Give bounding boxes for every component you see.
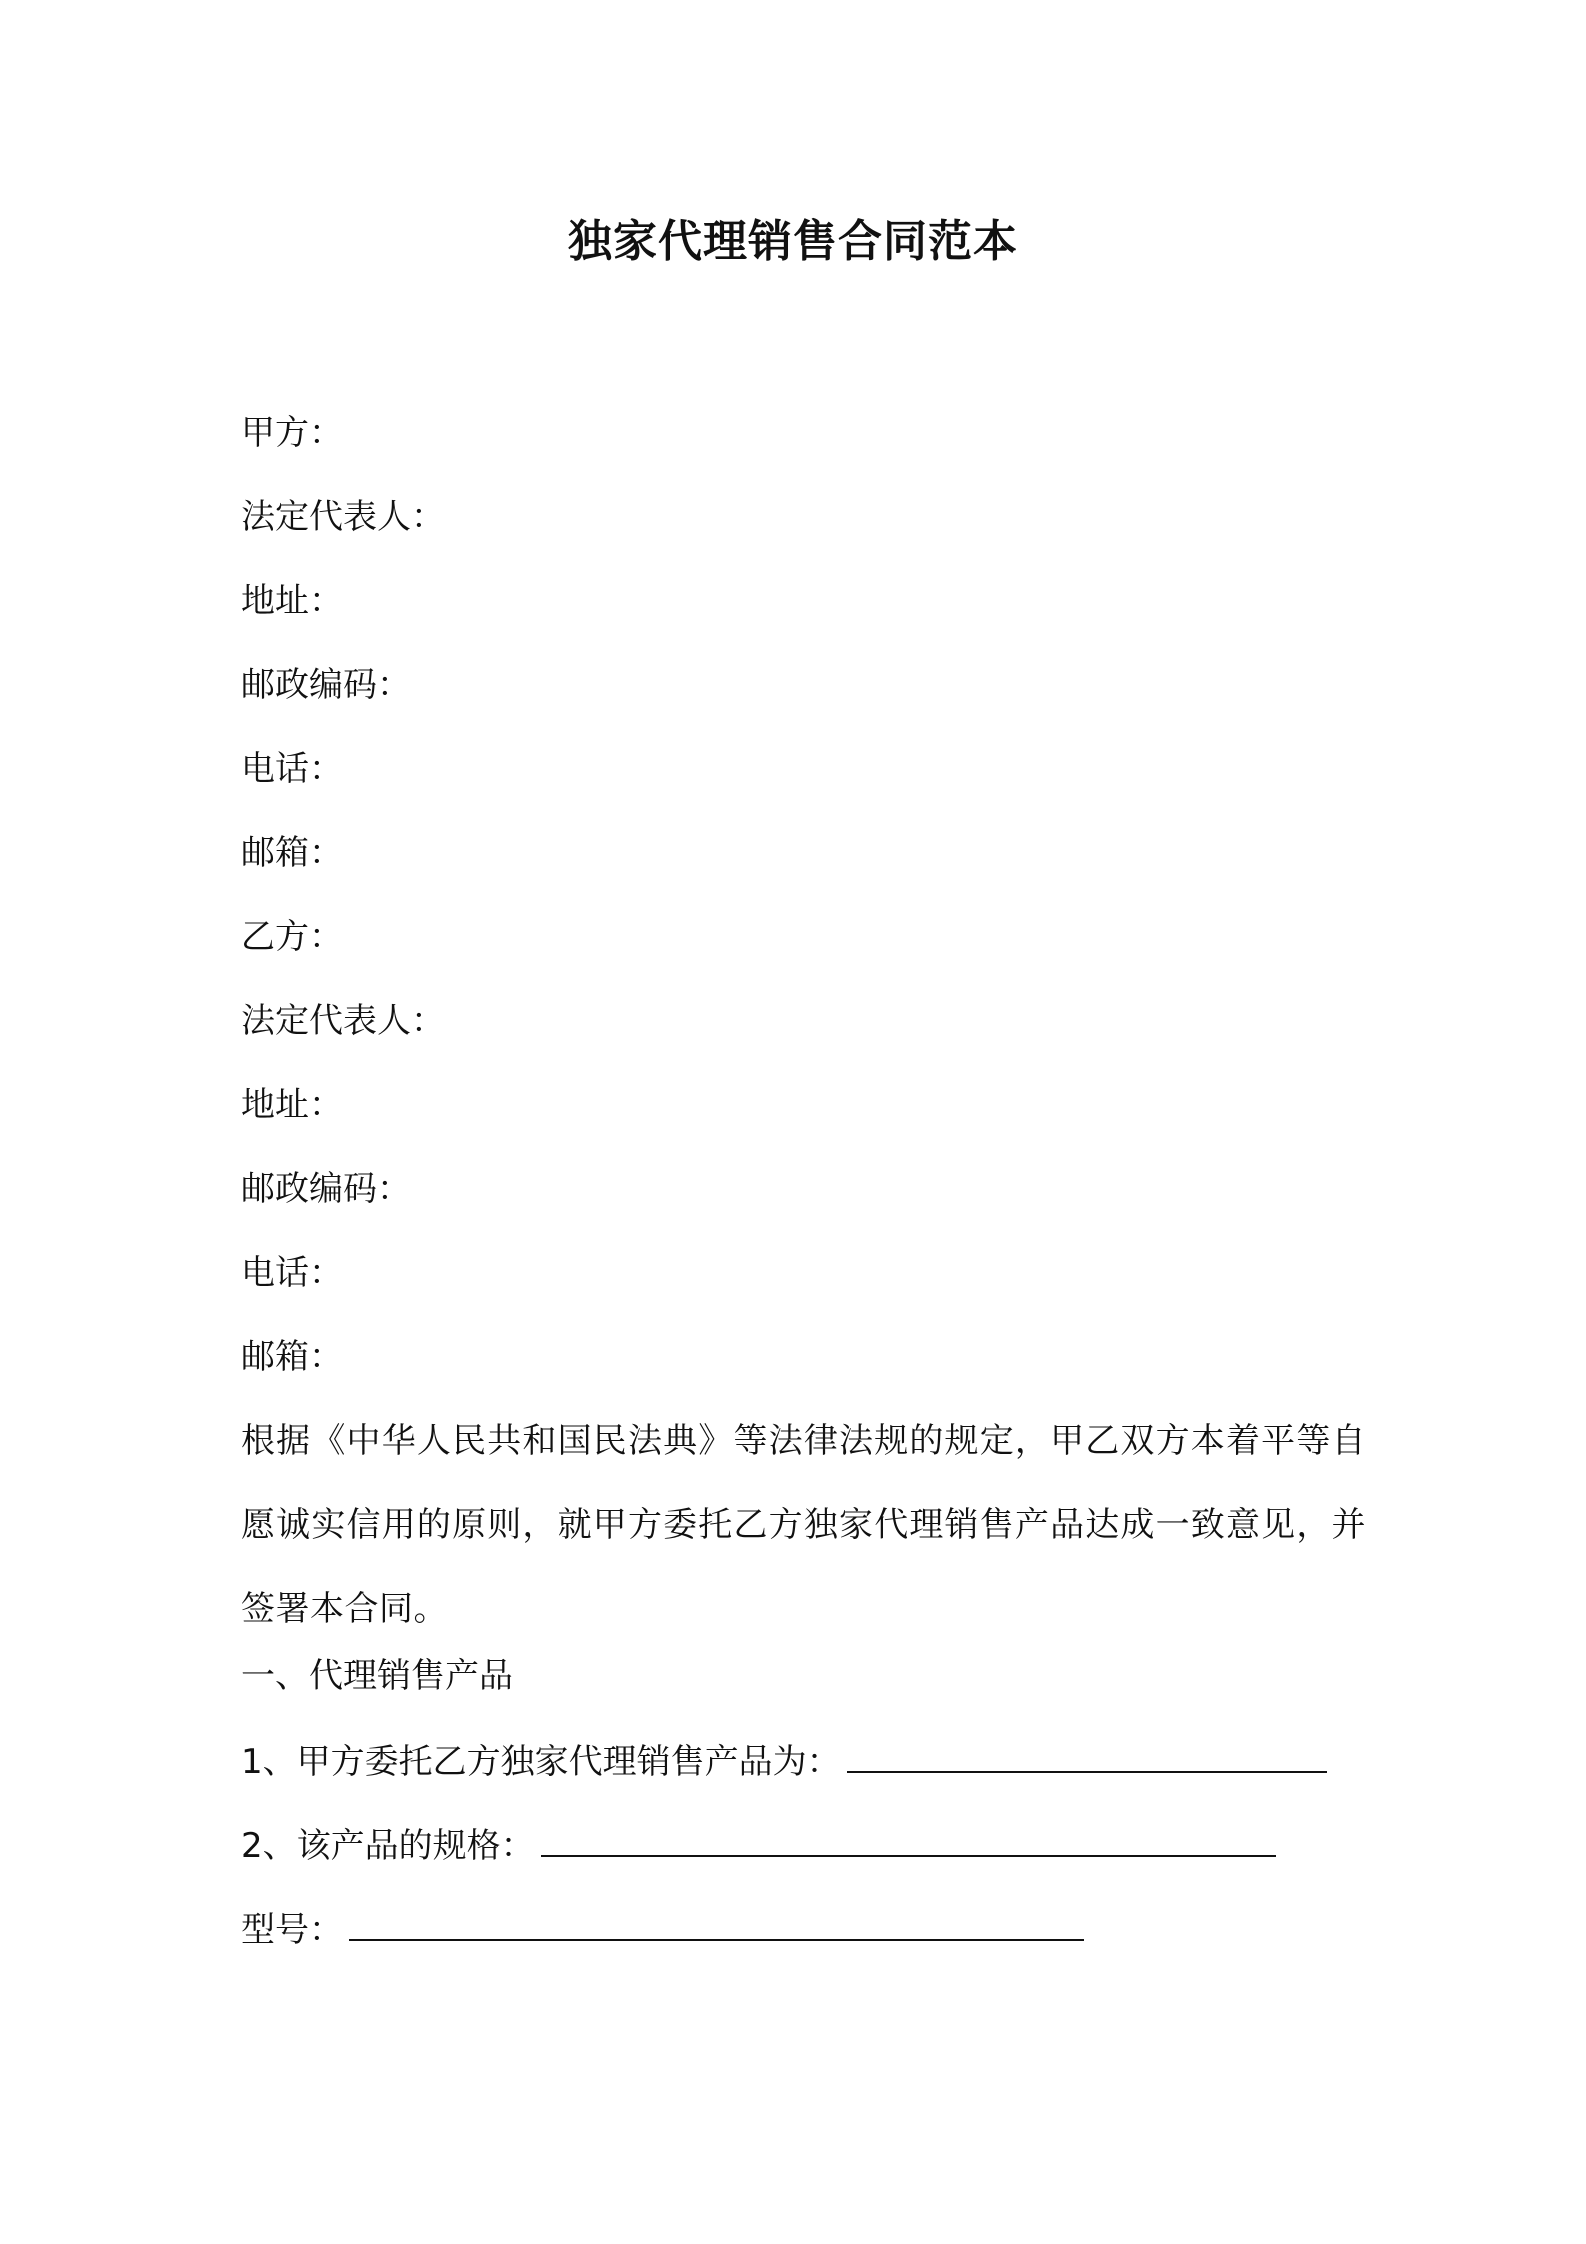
product-spec-blank[interactable] bbox=[541, 1819, 1276, 1857]
party-b-postcode-label: 邮政编码： bbox=[241, 1169, 411, 1209]
section-1-model-label: 型号： bbox=[241, 1910, 343, 1950]
party-a-address-label: 地址： bbox=[241, 581, 343, 621]
party-a-rep-label: 法定代表人： bbox=[241, 497, 445, 537]
party-b-rep-label: 法定代表人： bbox=[241, 1001, 445, 1041]
document-body bbox=[241, 408, 1366, 1987]
section-1-item-1-label: 1、甲方委托乙方独家代理销售产品为： bbox=[241, 1742, 841, 1782]
product-model-blank[interactable] bbox=[349, 1903, 1084, 1941]
section-1-heading: 一、代理销售产品 bbox=[241, 1656, 513, 1696]
document-title: 独家代理销售合同范本 bbox=[568, 216, 1018, 267]
section-1-item-2 bbox=[241, 1819, 1366, 1869]
party-a-phone-label: 电话： bbox=[241, 749, 343, 789]
party-a-postcode-label: 邮政编码： bbox=[241, 665, 411, 705]
party-b-address-label: 地址： bbox=[241, 1085, 343, 1125]
product-name-blank[interactable] bbox=[847, 1735, 1327, 1773]
section-1-model bbox=[241, 1903, 1366, 1953]
party-b-phone-label: 电话： bbox=[241, 1253, 343, 1293]
party-b-name-label: 乙方： bbox=[241, 917, 343, 957]
preamble-paragraph: 根据《中华人民共和国民法典》等法律法规的规定，甲乙双方本着平等自愿诚实信用的原则，就甲方委托乙方独家代理销售产品达成一致意见，并签署本合同。 bbox=[241, 1421, 1366, 1629]
section-1-item-2-label: 2、该产品的规格： bbox=[241, 1826, 535, 1866]
section-1-item-1 bbox=[241, 1735, 1366, 1785]
party-a-name-label: 甲方： bbox=[241, 413, 343, 453]
party-b-email-label: 邮箱： bbox=[241, 1337, 343, 1377]
party-a-email-label: 邮箱： bbox=[241, 833, 343, 873]
